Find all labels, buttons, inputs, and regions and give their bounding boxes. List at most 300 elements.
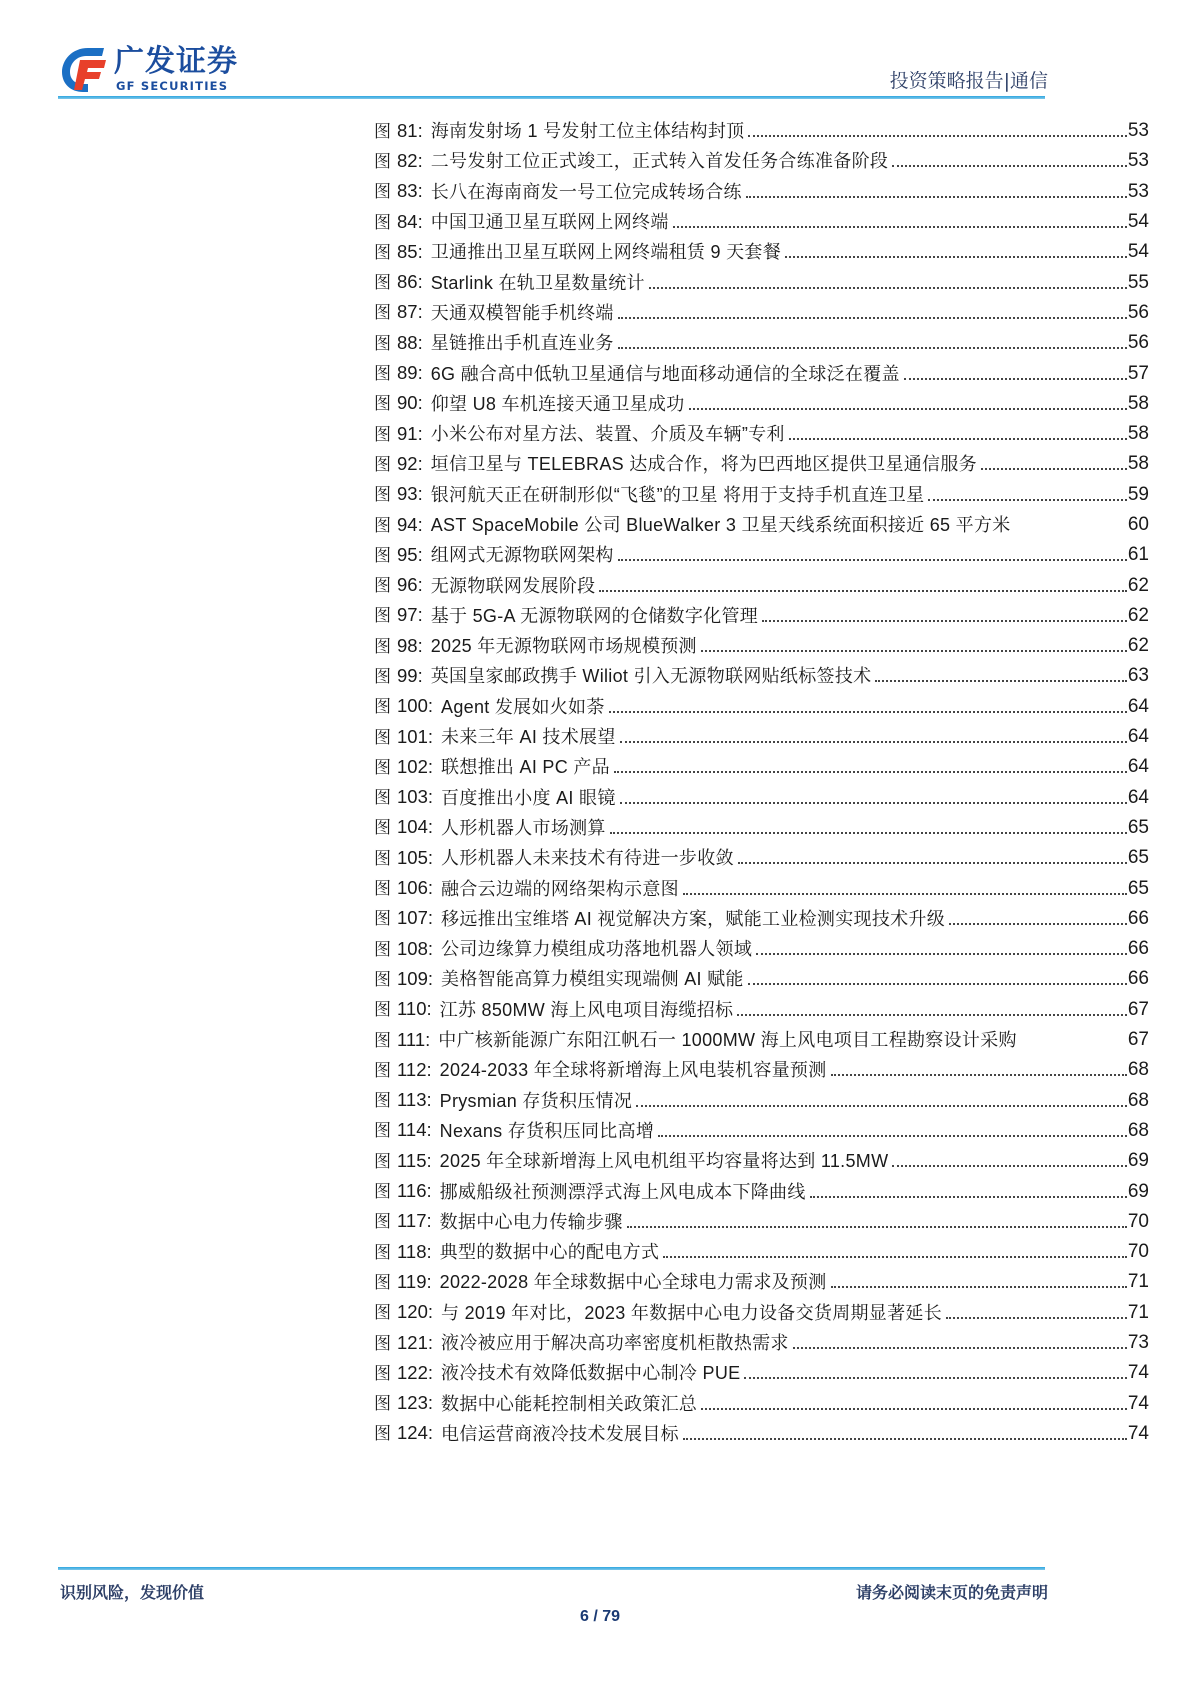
figure-number <box>374 786 433 809</box>
figure-index: 119: <box>397 1270 432 1292</box>
figure-title: 挪威船级社预测漂浮式海上风电成本下降曲线 <box>439 1181 806 1202</box>
figure-title: 组网式无源物联网架构 <box>430 545 614 566</box>
page-ref: 53 <box>1127 180 1149 202</box>
toc-entry[interactable] <box>374 358 1149 388</box>
figure-number <box>374 695 433 718</box>
dot-leader <box>875 665 1126 687</box>
figure-title: 二号发射工位正式竣工，正式转入首发任务合练准备阶段 <box>430 151 889 172</box>
dot-leader <box>609 696 1127 718</box>
toc-entry[interactable] <box>374 661 1149 691</box>
figure-title: 2025 年全球新增海上风电机组平均容量将达到 11.5MW <box>439 1151 889 1172</box>
page-ref: 70 <box>1127 1241 1149 1263</box>
figure-title: 长八在海南商发一号工位完成转场合练 <box>430 181 742 202</box>
toc-entry[interactable] <box>374 601 1149 631</box>
figure-index: 118: <box>397 1240 432 1262</box>
footer-slogan: 识别风险，发现价值 <box>60 1583 205 1602</box>
toc-entry[interactable] <box>374 1146 1149 1176</box>
figure-label: 图 <box>374 879 391 900</box>
page-ref: 66 <box>1127 938 1149 960</box>
figure-title: Nexans 存货积压同比高增 <box>439 1120 655 1141</box>
figure-number <box>374 1150 432 1173</box>
toc-entry[interactable] <box>374 692 1149 722</box>
figure-number <box>374 1029 430 1052</box>
page-ref: 55 <box>1127 271 1149 293</box>
figure-index: 85: <box>397 240 423 262</box>
figure-title: Agent 发展如火如荼 <box>441 696 605 717</box>
page-ref: 53 <box>1127 150 1149 172</box>
toc-entry[interactable] <box>374 1358 1149 1388</box>
dot-leader <box>831 1271 1127 1293</box>
figure-title: 6G 融合高中低轨卫星通信与地面移动通信的全球泛在覆盖 <box>430 363 900 384</box>
figure-label: 图 <box>374 545 391 566</box>
figure-index: 102: <box>397 755 434 777</box>
figure-title: 垣信卫星与 TELEBRAS 达成合作，将为巴西地区提供卫星通信服务 <box>430 454 977 475</box>
figure-number <box>374 332 423 355</box>
toc-entry[interactable] <box>374 389 1149 419</box>
figure-index: 104: <box>397 816 434 838</box>
page-ref: 66 <box>1127 907 1149 929</box>
toc-entry[interactable] <box>374 146 1149 176</box>
figure-index: 92: <box>397 452 423 474</box>
figure-number <box>374 423 423 446</box>
page-ref: 68 <box>1127 1089 1149 1111</box>
toc-entry[interactable] <box>374 995 1149 1025</box>
figure-title: Starlink 在轨卫星数量统计 <box>430 272 645 293</box>
figure-label: 图 <box>374 576 391 597</box>
figure-index: 103: <box>397 786 434 808</box>
figure-index: 87: <box>397 301 423 323</box>
dot-leader <box>618 544 1127 566</box>
figure-number <box>374 877 433 900</box>
dot-leader <box>649 272 1127 294</box>
figure-label: 图 <box>374 636 391 657</box>
figure-number <box>374 635 423 658</box>
toc-entry[interactable] <box>374 752 1149 782</box>
figure-title: 英国皇家邮政携手 Wiliot 引入无源物联网贴纸标签技术 <box>430 666 872 687</box>
figure-index: 110: <box>397 998 432 1020</box>
page-ref: 56 <box>1127 301 1149 323</box>
figure-index: 96: <box>397 574 423 596</box>
figure-title: 典型的数据中心的配电方式 <box>439 1242 660 1263</box>
figure-title: Prysmian 存货积压情况 <box>439 1090 633 1111</box>
figure-index: 93: <box>397 483 423 505</box>
figure-label: 图 <box>374 818 391 839</box>
figure-index: 115: <box>397 1149 432 1171</box>
dot-leader <box>618 332 1127 354</box>
figure-index: 123: <box>397 1392 434 1414</box>
figure-title: 星链推出手机直连业务 <box>430 333 614 354</box>
figure-number <box>374 483 423 506</box>
figure-number <box>374 362 423 385</box>
toc-entry[interactable] <box>374 1025 1149 1055</box>
figure-label: 图 <box>374 1424 391 1445</box>
page-ref: 60 <box>1127 514 1149 535</box>
page-ref: 64 <box>1127 756 1149 778</box>
figure-title: 基于 5G-A 无源物联网的仓储数字化管理 <box>430 605 759 626</box>
figure-title: 液冷被应用于解决高功率密度机柜散热需求 <box>441 1333 789 1354</box>
dot-leader <box>663 1241 1127 1263</box>
figure-number <box>374 514 423 537</box>
figure-number <box>374 1089 432 1112</box>
dot-leader <box>793 1332 1127 1354</box>
dot-leader <box>636 1090 1127 1112</box>
figure-number <box>374 665 423 688</box>
toc-entry[interactable] <box>374 904 1149 934</box>
dot-leader <box>746 181 1127 203</box>
figure-number <box>374 1119 432 1142</box>
figure-label: 图 <box>374 939 391 960</box>
dot-leader <box>831 1059 1127 1081</box>
page-ref: 69 <box>1127 1180 1149 1202</box>
figure-number <box>374 1210 432 1233</box>
figure-index: 100: <box>397 695 434 717</box>
figure-number <box>374 756 433 779</box>
figure-number <box>374 392 423 415</box>
figure-number <box>374 1301 433 1324</box>
toc-entry[interactable] <box>374 207 1149 237</box>
toc-entry[interactable] <box>374 1086 1149 1116</box>
toc-entry[interactable] <box>374 177 1149 207</box>
figure-label: 图 <box>374 1030 391 1051</box>
toc-entry[interactable] <box>374 783 1149 813</box>
dot-leader <box>892 1150 1126 1172</box>
dot-leader <box>748 968 1127 990</box>
figure-title: AST SpaceMobile 公司 BlueWalker 3 卫星天线系统面积接近 65 平方米 <box>430 515 1011 535</box>
figure-index: 88: <box>397 331 423 353</box>
page-ref: 67 <box>1127 1029 1149 1051</box>
dot-leader <box>756 938 1127 960</box>
figure-title: 百度推出小度 AI 眼镜 <box>441 787 616 808</box>
figure-title: 移远推出宝维塔 AI 视觉解决方案，赋能工业检测实现技术升级 <box>441 908 946 929</box>
figure-index: 107: <box>397 907 434 929</box>
dot-leader <box>673 211 1127 233</box>
figure-title: 2022-2028 年全球数据中心全球电力需求及预测 <box>439 1272 827 1293</box>
figure-label: 图 <box>374 303 391 324</box>
figure-number <box>374 1332 433 1355</box>
footer-disclaimer-link[interactable]: 请务必阅读末页的免责声明 <box>855 1583 1048 1602</box>
toc-entry[interactable] <box>374 631 1149 661</box>
figure-index: 101: <box>397 725 434 747</box>
page-ref: 57 <box>1127 362 1149 384</box>
figure-title: 融合云边端的网络架构示意图 <box>441 878 679 899</box>
page-ref: 70 <box>1127 1210 1149 1232</box>
toc-entry[interactable] <box>374 873 1149 903</box>
figure-number <box>374 453 423 476</box>
figure-label: 图 <box>374 1091 391 1112</box>
figure-label: 图 <box>374 1272 391 1293</box>
figure-number <box>374 211 423 234</box>
figure-number <box>374 150 423 173</box>
figure-label: 图 <box>374 1242 391 1263</box>
dot-leader <box>689 393 1127 415</box>
figure-index: 90: <box>397 392 423 414</box>
page-ref: 74 <box>1127 1362 1149 1384</box>
figure-index: 122: <box>397 1361 434 1383</box>
figure-label: 图 <box>374 242 391 263</box>
figure-title: 仰望 U8 车机连接天通卫星成功 <box>430 393 685 414</box>
toc-entry[interactable] <box>374 298 1149 328</box>
toc-entry[interactable] <box>374 449 1149 479</box>
figure-index: 94: <box>397 513 423 535</box>
page-ref: 59 <box>1127 483 1149 505</box>
figure-label: 图 <box>374 394 391 415</box>
dot-leader <box>904 363 1127 385</box>
page-ref: 62 <box>1127 635 1149 657</box>
figure-number <box>374 1362 433 1385</box>
figure-title: 中国卫通卫星互联网上网终端 <box>430 212 669 233</box>
figure-number <box>374 604 423 627</box>
figure-title: 数据中心能耗控制相关政策汇总 <box>441 1393 698 1414</box>
figure-number <box>374 301 423 324</box>
toc-entry[interactable] <box>374 843 1149 873</box>
dot-leader <box>618 302 1127 324</box>
page-ref: 68 <box>1127 1119 1149 1141</box>
figure-label: 图 <box>374 757 391 778</box>
page-number: 6 / 79 <box>579 1608 621 1625</box>
figure-title: 2025 年无源物联网市场规模预测 <box>430 636 697 657</box>
figure-label: 图 <box>374 151 391 172</box>
dot-leader <box>620 787 1127 809</box>
dot-leader <box>789 423 1127 445</box>
figure-label: 图 <box>374 969 391 990</box>
figure-index: 91: <box>397 422 423 444</box>
page-ref: 67 <box>1127 998 1149 1020</box>
figure-label: 图 <box>374 1151 391 1172</box>
figure-index: 89: <box>397 362 423 384</box>
figure-number <box>374 120 423 143</box>
figure-label: 图 <box>374 454 391 475</box>
dot-leader <box>683 878 1127 900</box>
dot-leader <box>946 1302 1127 1324</box>
figure-label: 图 <box>374 1060 391 1081</box>
page-ref: 74 <box>1127 1392 1149 1414</box>
toc-entry[interactable] <box>374 1176 1149 1206</box>
page-ref: 61 <box>1127 544 1149 566</box>
toc-entry[interactable] <box>374 813 1149 843</box>
figure-index: 111: <box>397 1028 431 1050</box>
toc-entry[interactable] <box>374 1116 1149 1146</box>
figure-number <box>374 726 433 749</box>
dot-leader <box>744 1362 1126 1384</box>
figure-label: 图 <box>374 121 391 142</box>
figure-number <box>374 968 433 991</box>
toc-entry[interactable] <box>374 1267 1149 1297</box>
figure-index: 120: <box>397 1301 434 1323</box>
dot-leader <box>738 847 1127 869</box>
figure-title: 人形机器人市场测算 <box>441 817 606 838</box>
figure-index: 95: <box>397 543 423 565</box>
figure-title: 联想推出 AI PC 产品 <box>441 757 610 778</box>
page-ref: 64 <box>1127 786 1149 808</box>
figure-title: 与 2019 年对比，2023 年数据中心电力设备交货周期显著延长 <box>441 1302 943 1323</box>
figure-index: 106: <box>397 877 434 899</box>
figure-label: 图 <box>374 606 391 627</box>
page-ref: 68 <box>1127 1059 1149 1081</box>
page-ref: 65 <box>1127 877 1149 899</box>
figure-label: 图 <box>374 666 391 687</box>
page-ref: 74 <box>1127 1422 1149 1444</box>
figure-title: 海南发射场 1 号发射工位主体结构封顶 <box>430 121 745 142</box>
figure-number <box>374 907 433 930</box>
figure-index: 98: <box>397 634 423 656</box>
figure-label: 图 <box>374 273 391 294</box>
toc-entry[interactable] <box>374 1419 1149 1449</box>
toc-entry[interactable] <box>374 934 1149 964</box>
page-ref: 64 <box>1127 726 1149 748</box>
figure-label: 图 <box>374 1121 391 1142</box>
dot-leader <box>658 1120 1127 1142</box>
page-ref: 73 <box>1127 1332 1149 1354</box>
figure-label: 图 <box>374 1000 391 1021</box>
page-ref: 71 <box>1127 1271 1149 1293</box>
figure-label: 图 <box>374 1333 391 1354</box>
figure-label: 图 <box>374 515 391 536</box>
figure-label: 图 <box>374 485 391 506</box>
gf-logo-icon <box>58 44 108 94</box>
page-ref: 65 <box>1127 816 1149 838</box>
figure-number <box>374 1180 432 1203</box>
figure-title: 液冷技术有效降低数据中心制冷 PUE <box>441 1363 741 1384</box>
page-ref: 64 <box>1127 695 1149 717</box>
figure-label: 图 <box>374 333 391 354</box>
figure-number <box>374 180 423 203</box>
figure-label: 图 <box>374 909 391 930</box>
figure-label: 图 <box>374 848 391 869</box>
toc-entry[interactable] <box>374 1237 1149 1267</box>
figure-label: 图 <box>374 697 391 718</box>
dot-leader <box>614 756 1127 778</box>
figure-title: 未来三年 AI 技术展望 <box>441 727 616 748</box>
figure-index: 81: <box>397 119 423 141</box>
dot-leader <box>683 1423 1127 1445</box>
toc-entry[interactable] <box>374 722 1149 752</box>
toc-entry[interactable] <box>374 1207 1149 1237</box>
figure-index: 112: <box>397 1058 432 1080</box>
figure-index: 97: <box>397 604 423 626</box>
toc-entry[interactable] <box>374 237 1149 267</box>
figure-index: 105: <box>397 846 434 868</box>
figure-index: 82: <box>397 149 423 171</box>
figure-number <box>374 938 433 961</box>
page-ref: 58 <box>1127 423 1149 445</box>
dot-leader <box>785 241 1127 263</box>
figure-label: 图 <box>374 364 391 385</box>
figure-label: 图 <box>374 1303 391 1324</box>
dot-leader <box>949 908 1127 930</box>
page-ref: 58 <box>1127 392 1149 414</box>
figure-number <box>374 998 432 1021</box>
logo-chinese-text: 广发证券 <box>114 44 238 79</box>
dot-leader <box>748 120 1126 142</box>
dot-leader <box>810 1181 1127 1203</box>
figure-title: 美格智能高算力模组实现端侧 AI 赋能 <box>441 969 744 990</box>
figure-index: 117: <box>397 1210 432 1232</box>
logo-english-text: GF SECURITIES <box>116 79 229 93</box>
figure-index: 114: <box>397 1119 432 1141</box>
figure-index: 121: <box>397 1331 434 1353</box>
dot-leader <box>981 453 1127 475</box>
toc-entry[interactable] <box>374 570 1149 600</box>
toc-entry[interactable] <box>374 1055 1149 1085</box>
figure-index: 124: <box>397 1422 434 1444</box>
toc-entry[interactable] <box>374 1388 1149 1418</box>
figure-index: 113: <box>397 1089 432 1111</box>
header-divider <box>58 96 1045 99</box>
figure-number <box>374 1059 432 1082</box>
figure-list-toc <box>374 116 1149 1449</box>
page-ref: 65 <box>1127 847 1149 869</box>
figure-title: 电信运营商液冷技术发展目标 <box>441 1423 679 1444</box>
page-ref: 71 <box>1127 1301 1149 1323</box>
figure-title: 银河航天正在研制形似“飞毯”的卫星 将用于支持手机直连卫星 <box>430 484 925 505</box>
gf-securities-logo <box>58 44 258 98</box>
figure-label: 图 <box>374 1212 391 1233</box>
figure-title: 无源物联网发展阶段 <box>430 575 596 596</box>
toc-entry[interactable] <box>374 328 1149 358</box>
figure-label: 图 <box>374 212 391 233</box>
dot-leader <box>892 150 1127 172</box>
page-ref: 54 <box>1127 241 1149 263</box>
toc-entry[interactable] <box>374 1328 1149 1358</box>
figure-title: 公司边缘算力模组成功落地机器人领域 <box>441 939 753 960</box>
figure-label: 图 <box>374 727 391 748</box>
figure-title: 卫通推出卫星互联网上网终端租赁 9 天套餐 <box>430 242 782 263</box>
figure-number <box>374 574 423 597</box>
figure-index: 108: <box>397 937 434 959</box>
dot-leader <box>599 575 1126 597</box>
figure-number <box>374 241 423 264</box>
dot-leader <box>620 726 1127 748</box>
toc-entry[interactable] <box>374 480 1149 510</box>
toc-entry[interactable] <box>374 964 1149 994</box>
dot-leader <box>762 605 1127 627</box>
dot-leader <box>701 1393 1127 1415</box>
figure-index: 116: <box>397 1180 432 1202</box>
figure-label: 图 <box>374 182 391 203</box>
page-ref: 62 <box>1127 574 1149 596</box>
toc-entry[interactable] <box>374 1298 1149 1328</box>
figure-title: 人形机器人未来技术有待进一步收敛 <box>441 848 734 869</box>
figure-index: 86: <box>397 271 423 293</box>
figure-label: 图 <box>374 1394 391 1415</box>
figure-number <box>374 1422 433 1445</box>
page-ref: 63 <box>1127 665 1149 687</box>
toc-entry[interactable] <box>374 419 1149 449</box>
figure-title: 江苏 850MW 海上风电项目海缆招标 <box>439 999 734 1020</box>
figure-title: 小米公布对星方法、装置、介质及车辆”专利 <box>430 424 785 445</box>
dot-leader <box>701 635 1127 657</box>
figure-number <box>374 1241 432 1264</box>
figure-index: 99: <box>397 664 423 686</box>
dot-leader <box>928 484 1126 506</box>
dot-leader <box>737 999 1127 1021</box>
figure-number <box>374 847 433 870</box>
toc-entry[interactable] <box>374 540 1149 570</box>
toc-entry[interactable] <box>374 267 1149 297</box>
figure-title: 2024-2033 年全球将新增海上风电装机容量预测 <box>439 1060 827 1081</box>
figure-index: 84: <box>397 210 423 232</box>
toc-entry[interactable] <box>374 510 1149 540</box>
figure-number <box>374 544 423 567</box>
figure-index: 83: <box>397 180 423 202</box>
toc-entry[interactable] <box>374 116 1149 146</box>
figure-title: 天通双模智能手机终端 <box>430 302 614 323</box>
figure-number <box>374 1392 433 1415</box>
page-ref: 62 <box>1127 604 1149 626</box>
figure-index: 109: <box>397 967 434 989</box>
page-ref: 53 <box>1127 120 1149 142</box>
page-ref: 66 <box>1127 968 1149 990</box>
